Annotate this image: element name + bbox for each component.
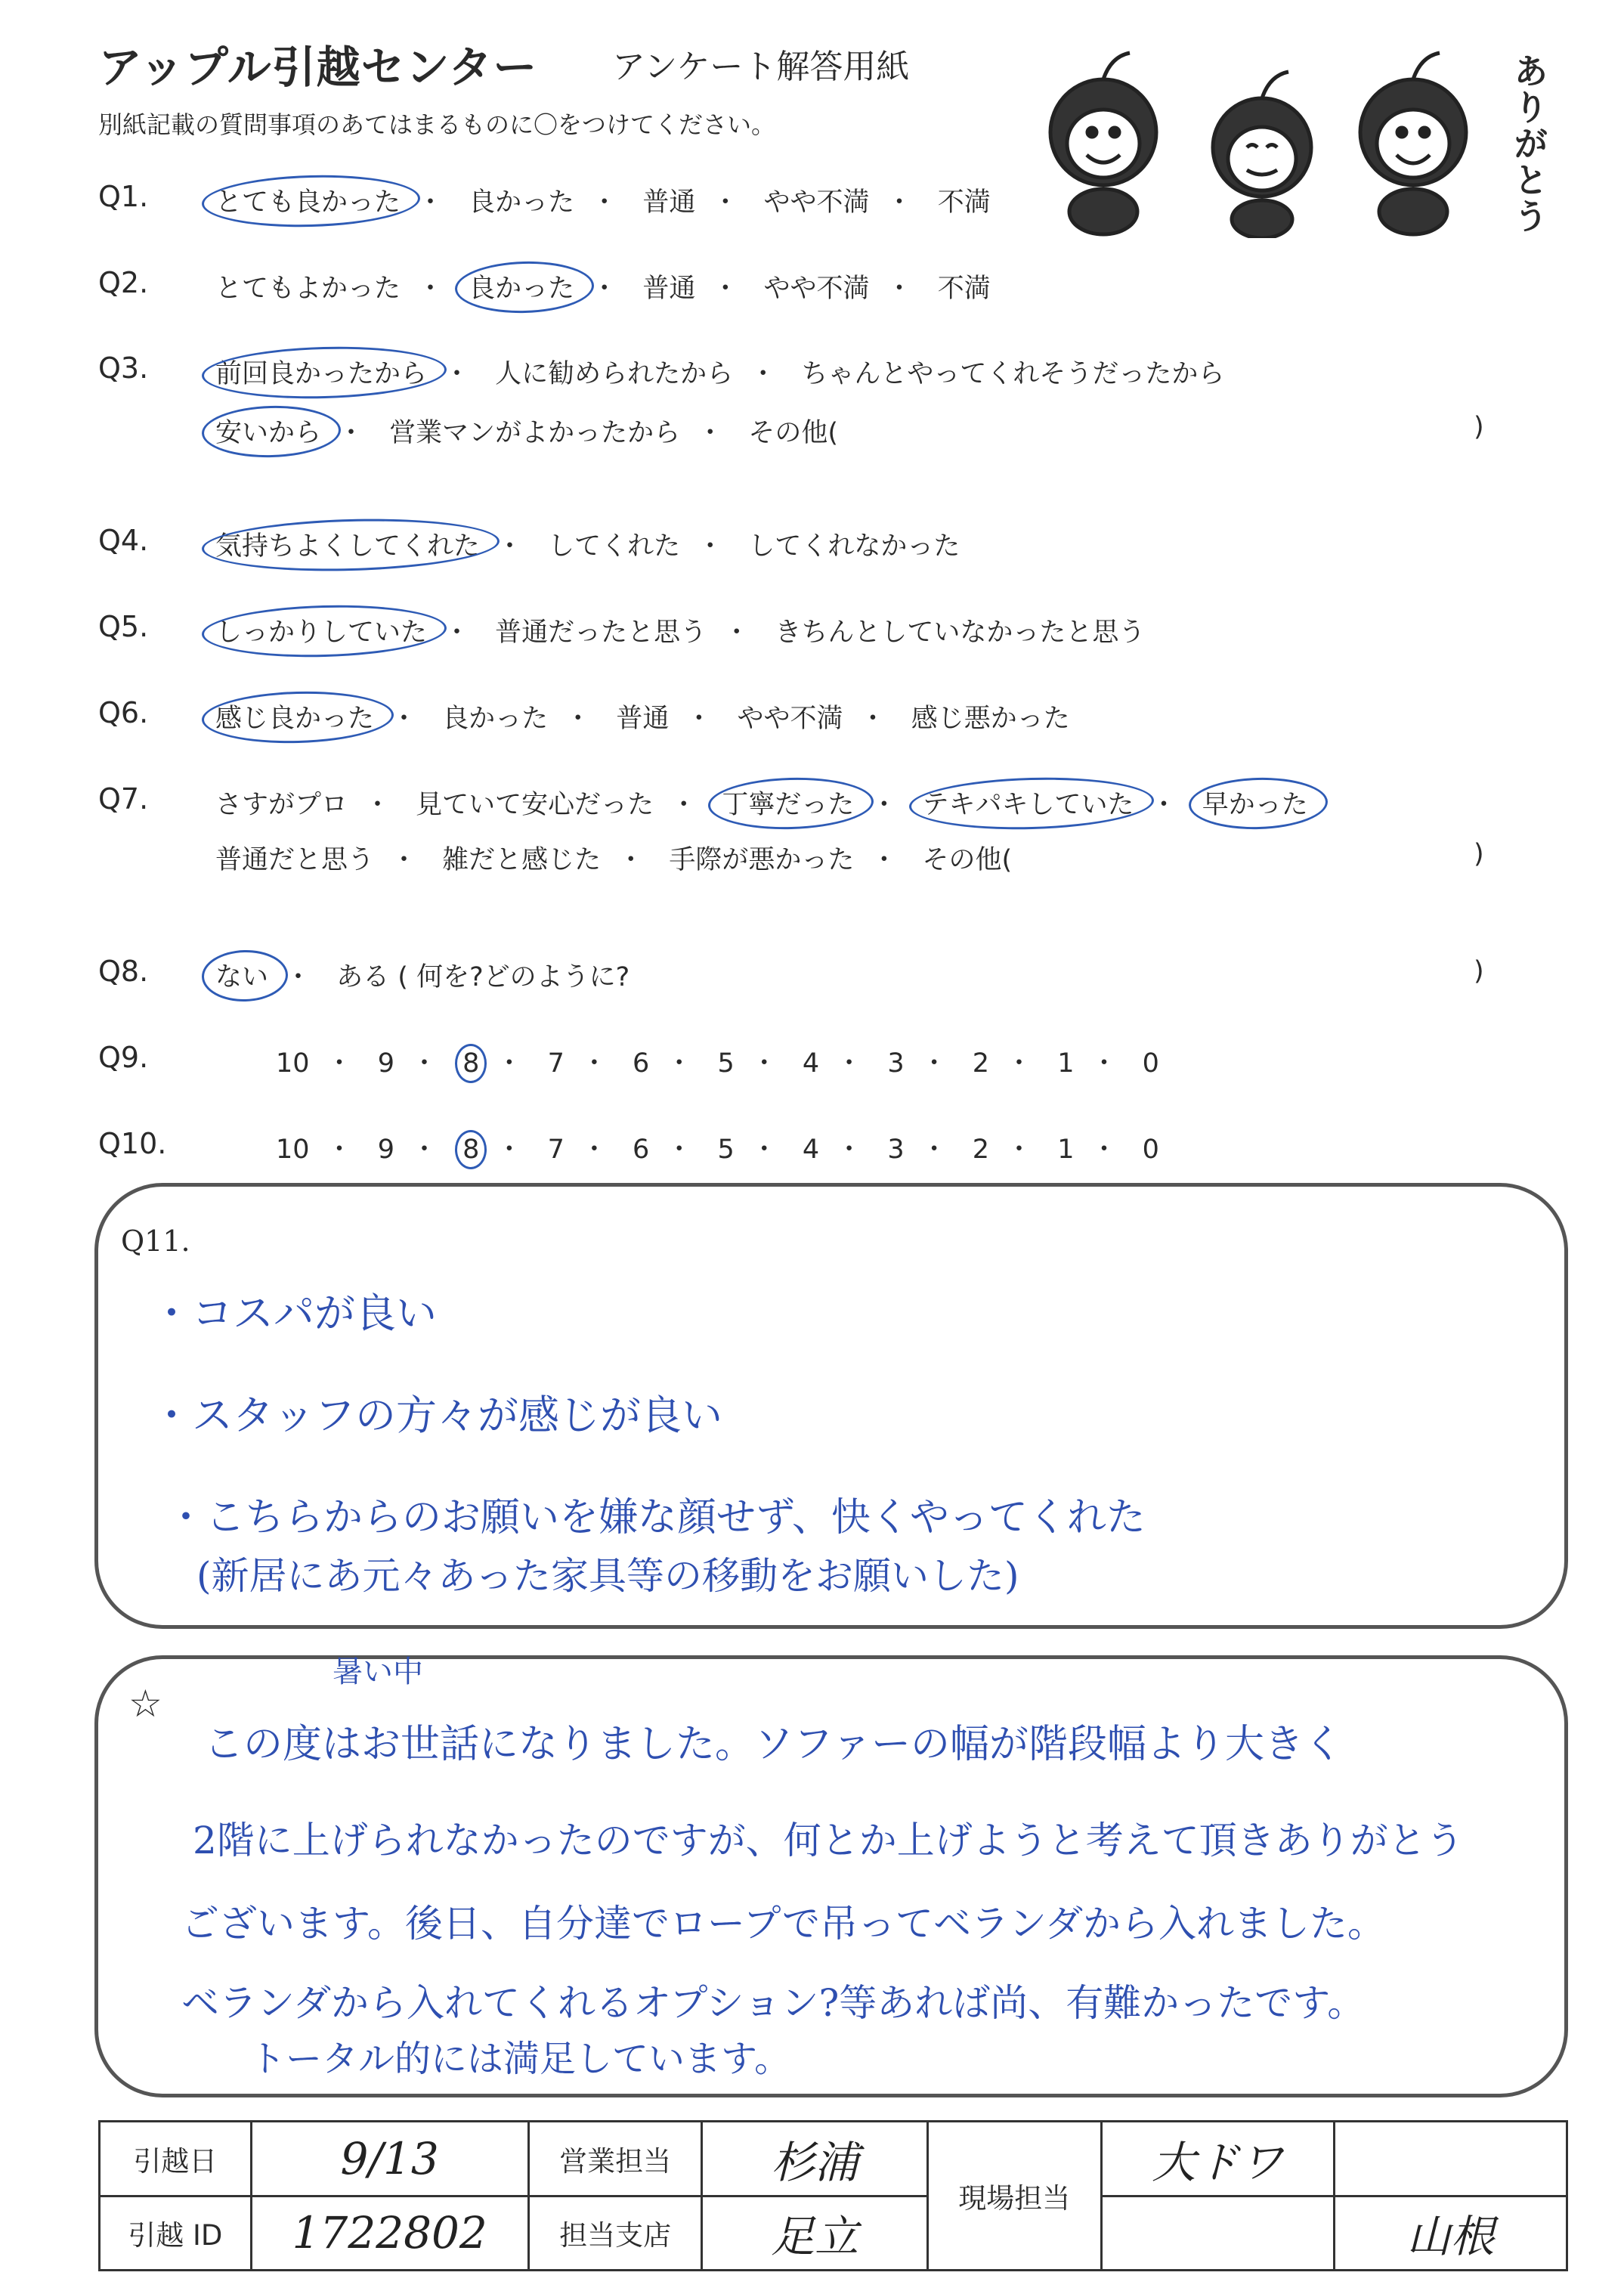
q3-options-row2: 安いから ・ 営業マンがよかったから ・ その他( [215, 412, 838, 450]
q7-option-1[interactable]: さすがプロ [215, 790, 348, 820]
q1-option-3[interactable]: 普通 [642, 187, 696, 218]
q9-score-10[interactable]: 10 [276, 1048, 310, 1079]
q8-option-1[interactable]: ない [215, 956, 268, 994]
q1-label: Q1. [98, 180, 149, 213]
q9-score-1[interactable]: 1 [1057, 1048, 1075, 1079]
q6-label: Q6. [98, 696, 149, 729]
q3-close-paren: ) [1474, 412, 1484, 442]
q8-options: ない ・ ある ( 何を?どのように? [215, 956, 629, 994]
site-label: 現場担当 [927, 2122, 1101, 2271]
q9-score-2[interactable]: 2 [972, 1048, 990, 1079]
q6-option-5[interactable]: 感じ悪かった [911, 704, 1070, 734]
q11-answer-line-2: ・スタッフの方々が感じが良い [151, 1392, 722, 1439]
q3-option-1[interactable]: 前回良かったから [215, 353, 427, 391]
q7-options-row2: 普通だと思う ・ 雑だと感じた ・ 手際が悪かった ・ その他( [215, 839, 1012, 877]
site-empty-1[interactable] [1334, 2122, 1567, 2196]
q5-options: しっかりしていた ・ 普通だったと思う ・ きちんとしていなかったと思う [215, 611, 1145, 649]
comment-line-3: ございます。後日、自分達でロープで吊ってベランダから入れました。 [181, 1902, 1385, 1946]
q7-option-4[interactable]: テキパキしていた [923, 784, 1134, 822]
q5-option-2[interactable]: 普通だったと思う [495, 618, 707, 648]
q3-option-5[interactable]: 営業マンがよかったから [389, 418, 681, 448]
q9-score-5[interactable]: 5 [717, 1048, 735, 1079]
footer-info-table [98, 2120, 1568, 2271]
q1-option-4[interactable]: やや不満 [763, 187, 870, 218]
q10-score-7[interactable]: 7 [547, 1135, 565, 1165]
q7-options: さすがプロ ・ 見ていて安心だった ・ 丁寧だった ・ テキパキしていた ・ 早かった [215, 784, 1308, 822]
q7-close-paren: ) [1474, 839, 1484, 869]
monkey-mascot-illustration [1020, 42, 1504, 238]
q3-option-6[interactable]: その他( [748, 418, 838, 448]
site-value-2[interactable]: 山根 [1334, 2196, 1567, 2271]
q11-answer-line-3: ・こちらからのお願いを嫌な顔せず、快くやってくれた [166, 1495, 1146, 1540]
sales-value[interactable]: 杉浦 [702, 2122, 927, 2196]
q5-option-1[interactable]: しっかりしていた [215, 611, 427, 649]
q7-label: Q7. [98, 782, 149, 816]
q8-option-2[interactable]: ある ( 何を?どのように? [336, 962, 630, 992]
q6-option-1[interactable]: 感じ良かった [215, 698, 374, 735]
q8-label: Q8. [98, 955, 149, 988]
mascot-thanks-text: ありがとう [1508, 53, 1549, 234]
q4-option-1[interactable]: 気持ちよくしてくれた [215, 525, 480, 563]
move-id-value[interactable]: 1722802 [251, 2196, 528, 2271]
q1-option-1[interactable]: とても良かった [215, 181, 401, 219]
q5-label: Q5. [98, 610, 149, 643]
q3-label: Q3. [98, 351, 149, 385]
q7-option-5[interactable]: 早かった [1202, 784, 1308, 822]
q4-option-3[interactable]: してくれなかった [748, 531, 960, 562]
q10-score-3[interactable]: 3 [887, 1135, 905, 1165]
q10-score-10[interactable]: 10 [276, 1135, 310, 1165]
comment-line-5: トータル的には満足しています。 [249, 2038, 791, 2080]
comment-line-1: この度はお世話になりました。ソファーの幅が階段幅より大きく [204, 1722, 1343, 1767]
q9-scale: 10 ・ 9 ・ 8 ・ 7 ・ 6 ・ 5 ・ 4 ・ 3 ・ 2 ・ 1 ・ 0 [276, 1048, 1159, 1079]
instruction-text: 別紙記載の質問事項のあてはまるものに〇をつけてください。 [98, 110, 776, 139]
q7-option-8[interactable]: 手際が悪かった [669, 845, 855, 875]
q3-option-4[interactable]: 安いから [215, 412, 321, 450]
q2-option-4[interactable]: やや不満 [763, 274, 870, 304]
q3-option-2[interactable]: 人に勧められたから [495, 359, 734, 389]
q6-option-4[interactable]: やや不満 [737, 704, 843, 734]
q11-answer-line-4: (新居にあ元々あった家具等の移動をお願いした) [196, 1554, 1019, 1598]
q7-option-3[interactable]: 丁寧だった [722, 784, 854, 822]
form-subtitle: アンケート解答用紙 [612, 48, 910, 86]
q9-score-6[interactable]: 6 [633, 1048, 650, 1079]
q9-score-9[interactable]: 9 [377, 1048, 394, 1079]
q3-options: 前回良かったから ・ 人に勧められたから ・ ちゃんとやってくれそうだったから [215, 353, 1224, 391]
q1-options: とても良かった ・ 良かった ・ 普通 ・ やや不満 ・ 不満 [215, 181, 991, 219]
q7-option-7[interactable]: 雑だと感じた [442, 845, 602, 875]
comment-insert: 暑い中 [333, 1655, 423, 1689]
comment-line-4: ベランダから入れてくれるオプション?等あれば尚、有難かったです。 [181, 1981, 1366, 2025]
q4-options: 気持ちよくしてくれた ・ してくれた ・ してくれなかった [215, 525, 960, 563]
q10-score-2[interactable]: 2 [972, 1135, 990, 1165]
q11-answer-line-1: ・コスパが良い [151, 1289, 437, 1337]
q2-option-1[interactable]: とてもよかった [215, 274, 401, 304]
branch-label: 担当支店 [528, 2196, 702, 2271]
move-id-label: 引越 ID [100, 2196, 252, 2271]
q6-option-2[interactable]: 良かった [442, 704, 549, 734]
q10-score-6[interactable]: 6 [633, 1135, 650, 1165]
company-title: アップル引越センター [98, 42, 538, 93]
q4-option-2[interactable]: してくれた [548, 531, 681, 562]
q10-score-4[interactable]: 4 [802, 1135, 820, 1165]
q2-option-2[interactable]: 良かった [469, 268, 574, 305]
q9-score-4[interactable]: 4 [802, 1048, 820, 1079]
q9-score-7[interactable]: 7 [547, 1048, 565, 1079]
q10-score-8[interactable]: 8 [462, 1135, 480, 1165]
comment-line-2: 2階に上げられなかったのですが、何とか上げようと考えて頂きありがとう [193, 1819, 1464, 1862]
q6-option-3[interactable]: 普通 [616, 704, 670, 734]
move-date-label: 引越日 [100, 2122, 252, 2196]
star-icon: ☆ [128, 1682, 162, 1726]
site-empty-2[interactable] [1101, 2196, 1334, 2271]
monkey-mascot-1 [1050, 53, 1156, 234]
site-value-1[interactable]: 大ドワ [1101, 2122, 1334, 2196]
q9-score-3[interactable]: 3 [887, 1048, 905, 1079]
q9-score-8[interactable]: 8 [462, 1048, 480, 1079]
monkey-mascot-3 [1360, 53, 1466, 234]
q10-score-5[interactable]: 5 [717, 1135, 735, 1165]
q2-label: Q2. [98, 266, 149, 299]
q10-score-1[interactable]: 1 [1057, 1135, 1075, 1165]
q2-options: とてもよかった ・ 良かった ・ 普通 ・ やや不満 ・ 不満 [215, 268, 991, 305]
q10-score-0[interactable]: 0 [1142, 1135, 1159, 1165]
branch-value[interactable]: 足立 [702, 2196, 927, 2271]
q10-scale: 10 ・ 9 ・ 8 ・ 7 ・ 6 ・ 5 ・ 4 ・ 3 ・ 2 ・ 1 ・ 0 [276, 1135, 1159, 1165]
q8-close-paren: ) [1474, 956, 1484, 986]
sales-label: 営業担当 [528, 2122, 702, 2196]
q7-option-9[interactable]: その他( [922, 845, 1013, 875]
monkey-mascot-2 [1213, 72, 1311, 238]
q7-option-2[interactable]: 見ていて安心だった [416, 790, 654, 820]
q5-option-3[interactable]: きちんとしていなかったと思う [775, 618, 1146, 648]
q7-option-6[interactable]: 普通だと思う [215, 845, 375, 875]
q9-score-0[interactable]: 0 [1142, 1048, 1159, 1079]
q10-label: Q10. [98, 1127, 167, 1160]
move-date-value[interactable]: 9/13 [251, 2122, 528, 2196]
q6-options: 感じ良かった ・ 良かった ・ 普通 ・ やや不満 ・ 感じ悪かった [215, 698, 1070, 735]
q4-label: Q4. [98, 524, 149, 557]
q1-option-5[interactable]: 不満 [937, 187, 991, 218]
q3-option-3[interactable]: ちゃんとやってくれそうだったから [801, 359, 1225, 389]
q2-option-3[interactable]: 普通 [642, 274, 696, 304]
q10-score-9[interactable]: 9 [377, 1135, 394, 1165]
q2-option-5[interactable]: 不満 [937, 274, 991, 304]
q11-label: Q11. [121, 1224, 190, 1258]
q1-option-2[interactable]: 良かった [469, 187, 575, 218]
q9-label: Q9. [98, 1041, 149, 1074]
